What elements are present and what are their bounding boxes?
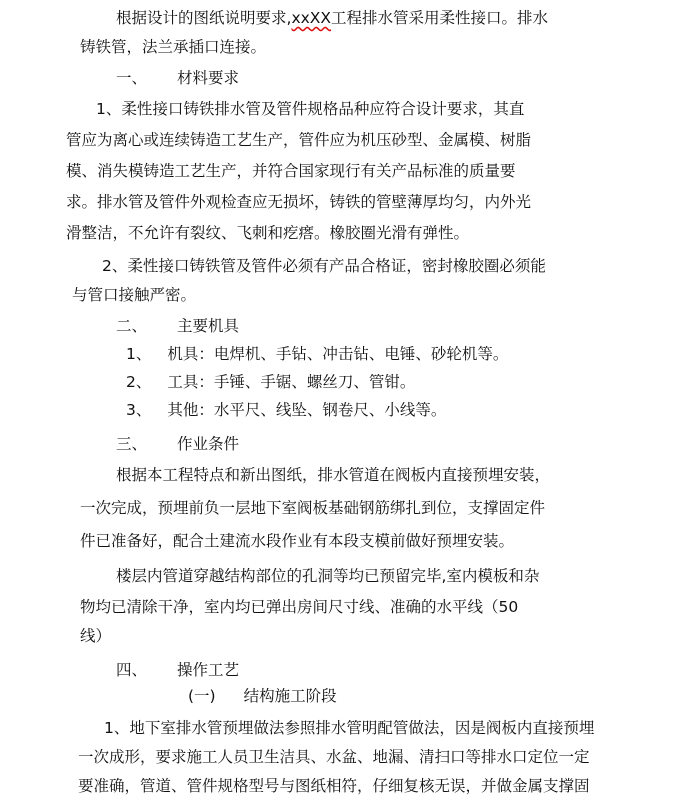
paragraph-line: 模、消失模铸造工艺生产，并符合国家现行有关产品标准的质量要 (66, 162, 516, 180)
intro-line-1 (116, 8, 548, 29)
paragraph-line: 滑整洁，不允许有裂纹、飞刺和疙瘩。橡胶圈光滑有弹性。 (66, 224, 470, 242)
heading-number: 三、 (116, 435, 148, 453)
subheading-text: 结构施工阶段 (243, 687, 337, 705)
heading-text: 作业条件 (177, 435, 240, 453)
list-text: 机具：电焊机、手钻、冲击钻、电锤、砂轮机等。 (167, 345, 509, 363)
intro-text: 根据设计的图纸说明要求, (116, 9, 292, 27)
heading-number: 四、 (116, 661, 148, 679)
paragraph-line: 根据本工程特点和新出图纸，排水管道在阀板内直接预埋安装， (116, 466, 551, 484)
list-item (126, 400, 446, 421)
paragraph-line: 楼层内管道穿越结构部位的孔洞等均已预留完毕,室内模板和杂 (116, 567, 540, 585)
section-heading-tools (116, 316, 239, 337)
paragraph-line: 一次成形，要求施工人员卫生洁具、水盆、地漏、清扫口等排水口定位一定 (78, 748, 590, 766)
list-text: 工具：手锤、手锯、螺丝刀、管钳。 (167, 373, 416, 391)
intro-line-2: 铸铁管，法兰承插口连接。 (80, 38, 267, 56)
list-item (126, 372, 415, 393)
heading-number: 一、 (116, 69, 148, 87)
paragraph-line: 件已准备好，配合土建流水段作业有本段支模前做好预埋安装。 (80, 532, 515, 550)
section-heading-conditions (116, 434, 239, 455)
heading-text: 操作工艺 (177, 661, 240, 679)
subsection-heading (188, 686, 337, 707)
paragraph-line: 2、柔性接口铸铁管及管件必须有产品合格证，密封橡胶圈必须能 (102, 257, 546, 275)
paragraph-line: 1、柔性接口铸铁排水管及管件规格品种应符合设计要求，其直 (96, 100, 525, 118)
paragraph-line: 求。排水管及管件外观检查应无损坏，铸铁的管壁薄厚均匀，内外光 (66, 193, 532, 211)
heading-number: 二、 (116, 317, 148, 335)
project-name-placeholder: xxXX (291, 9, 332, 27)
list-number: 1、 (126, 345, 152, 363)
subheading-number: (一) (188, 687, 216, 705)
paragraph-line: 要准确，管道、管件规格型号与图纸相符，仔细复核无误，并做金属支撑固 (78, 777, 590, 795)
heading-text: 主要机具 (177, 317, 240, 335)
section-heading-materials (116, 68, 239, 89)
list-number: 3、 (126, 401, 152, 419)
paragraph-line: 与管口接触严密。 (72, 286, 197, 304)
paragraph-line: 物均已清除干净，室内均已弹出房间尺寸线、准确的水平线（50 (80, 598, 519, 616)
intro-text: 工程排水管采用柔性接口。排水 (331, 9, 549, 27)
paragraph-line: 管应为离心或连续铸造工艺生产，管件应为机压砂型、金属模、树脂 (66, 131, 532, 149)
heading-text: 材料要求 (177, 69, 240, 87)
list-number: 2、 (126, 373, 152, 391)
section-heading-procedure (116, 660, 239, 681)
list-text: 其他：水平尺、线坠、钢卷尺、小线等。 (167, 401, 447, 419)
list-item (126, 344, 508, 365)
paragraph-line: 一次完成，预埋前负一层地下室阀板基础钢筋绑扎到位，支撑固定件 (80, 499, 546, 517)
paragraph-line: 1、地下室排水管预埋做法参照排水管明配管做法，因是阀板内直接预埋 (104, 719, 595, 737)
paragraph-line: 线） (80, 627, 112, 645)
